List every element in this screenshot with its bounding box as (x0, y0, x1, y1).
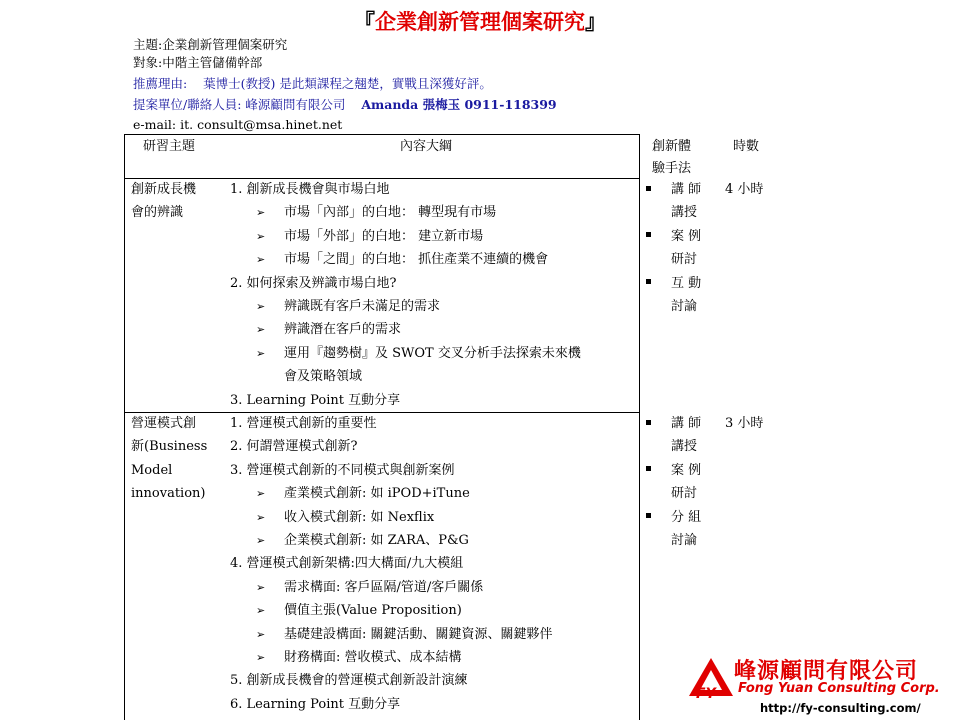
outline-text: 會及策略領域 (284, 369, 363, 385)
outline-text: 2. 何謂營運模式創新? (230, 439, 358, 455)
row1-hours: 4 小時 (725, 182, 764, 197)
row2-topic (131, 412, 207, 506)
method-item (640, 248, 701, 271)
method-item (640, 482, 701, 505)
square-bullet-icon (646, 420, 651, 425)
outline-subitem (230, 646, 553, 669)
outline-subitem (230, 295, 581, 318)
outline-continuation (230, 365, 581, 388)
header-topic: 研習主題 (143, 139, 196, 154)
row2-hours: 3 小時 (725, 416, 764, 431)
method-text: 講授 (671, 205, 698, 221)
row2-topic-line: 營運模式創 (131, 416, 197, 431)
arrow-bullet-icon: ➢ (256, 487, 266, 501)
arrow-bullet-icon: ➢ (256, 346, 266, 360)
outline-text: 企業模式創新: 如 ZARA、P&G (284, 532, 469, 548)
outline-text: 5. 創新成長機會的營運模式創新設計演練 (230, 673, 468, 689)
row2-methods (640, 412, 701, 552)
method-text: 案 例 (671, 462, 702, 478)
outline-subitem (230, 225, 581, 248)
method-item (640, 272, 701, 295)
outline-subitem (230, 201, 581, 224)
method-text: 研討 (671, 252, 698, 268)
info-audience: 對象:中階主管儲備幹部 (133, 55, 263, 70)
outline-text: 辨識既有客戶未滿足的需求 (284, 298, 441, 314)
method-text: 案 例 (671, 228, 702, 244)
square-bullet-icon (646, 232, 651, 237)
method-text: 講 師 (671, 182, 702, 197)
arrow-bullet-icon: ➢ (256, 580, 266, 594)
row2-topic-line: Model (131, 462, 173, 478)
method-text: 討論 (671, 298, 698, 314)
method-item (640, 506, 701, 529)
method-text: 分 組 (671, 509, 702, 525)
outline-subitem (230, 482, 553, 505)
header-method (652, 136, 691, 180)
arrow-bullet-icon: ➢ (256, 627, 266, 641)
info-reason (133, 75, 492, 93)
table-top-border (124, 134, 640, 135)
table-left-border (124, 134, 125, 720)
arrow-bullet-icon: ➢ (256, 650, 266, 664)
title-close-bracket: 』 (585, 9, 606, 34)
outline-text: 收入模式創新: 如 Nexflix (284, 509, 435, 525)
header-method-line1: 創新體 (652, 139, 692, 154)
square-bullet-icon (646, 186, 651, 191)
square-bullet-icon (646, 279, 651, 284)
method-text: 講 師 (671, 416, 702, 431)
outline-subitem (230, 623, 553, 646)
outline-text: 產業模式創新: 如 iPOD+iTune (284, 486, 470, 502)
outline-text: 需求構面: 客戶區隔/管道/客戶關係 (284, 579, 484, 595)
square-bullet-icon (646, 466, 651, 471)
outline-subitem (230, 529, 553, 552)
outline-item (230, 178, 581, 201)
method-item (640, 178, 701, 201)
outline-text: 1. 營運模式創新的重要性 (230, 416, 377, 431)
method-text: 互 動 (671, 275, 702, 291)
outline-text: 6. Learning Point 互動分享 (230, 696, 401, 712)
outline-text: 3. 營運模式創新的不同模式與創新案例 (230, 462, 455, 478)
arrow-bullet-icon: ➢ (256, 533, 266, 547)
header-outline: 內容大綱 (400, 139, 453, 154)
row1-methods (640, 178, 701, 318)
row1-topic-line: 會的辨識 (131, 205, 184, 221)
outline-text: 市場「之間」的白地： 抓住產業不連續的機會 (284, 252, 549, 268)
outline-subitem (230, 248, 581, 271)
info-email[interactable]: e-mail: it. consult@msa.hinet.net (133, 117, 343, 132)
title-open-bracket: 『 (354, 9, 375, 34)
outline-text: 2. 如何探索及辨識市場白地? (230, 275, 397, 291)
outline-text: 財務構面: 營收模式、成本結構 (284, 649, 462, 665)
outline-text: 辨識潛在客戶的需求 (284, 322, 402, 338)
method-item (640, 459, 701, 482)
method-item (640, 412, 701, 435)
outline-text: 價值主張(Value Proposition) (284, 603, 462, 619)
row2-outline (230, 412, 553, 716)
reason-label: 推薦理由: (133, 76, 188, 91)
outline-text: 4. 營運模式創新架構:四大構面/九大模組 (230, 556, 464, 572)
method-item (640, 529, 701, 552)
outline-item (230, 693, 553, 716)
method-text: 討論 (671, 532, 698, 548)
outline-subitem (230, 506, 553, 529)
info-topic: 主題:企業創新管理個案研究 (133, 37, 288, 52)
outline-text: 市場「外部」的白地： 建立新市場 (284, 228, 484, 244)
row2-topic-line: innovation) (131, 486, 206, 502)
logo-name-en: Fong Yuan Consulting Corp. (738, 681, 940, 696)
row1-topic (131, 178, 196, 225)
outline-subitem (230, 599, 553, 622)
method-item (640, 435, 701, 458)
outline-item (230, 669, 553, 692)
contact-name: Amanda 張梅玉 0911-118399 (361, 97, 557, 112)
arrow-bullet-icon: ➢ (256, 604, 266, 618)
contact-label: 提案單位/聯絡人員: 峰源顧問有限公司 (133, 97, 346, 112)
arrow-bullet-icon: ➢ (256, 229, 266, 243)
method-item (640, 225, 701, 248)
arrow-bullet-icon: ➢ (256, 510, 266, 524)
logo-url[interactable]: http://fy-consulting.com/ (760, 701, 921, 715)
outline-text: 運用『趨勢樹』及 SWOT 交叉分析手法探索未來機 (284, 345, 581, 361)
outline-text: 市場「內部」的白地： 轉型現有市場 (284, 205, 497, 221)
mountain-logo-icon (688, 656, 734, 700)
outline-item (230, 272, 581, 295)
outline-item (230, 389, 581, 412)
info-contact (133, 96, 557, 114)
outline-text: 基礎建設構面: 關鍵活動、關鍵資源、關鍵夥伴 (284, 626, 553, 642)
header-hours: 時數 (733, 139, 760, 154)
company-logo (688, 654, 960, 720)
arrow-bullet-icon: ➢ (256, 253, 266, 267)
title-text: 企業創新管理個案研究 (375, 9, 585, 34)
arrow-bullet-icon: ➢ (256, 299, 266, 313)
row2-topic-line: 新(Business (131, 439, 208, 455)
reason-text: 葉博士(教授) 是此類課程之翹楚，實戰且深獲好評。 (203, 76, 492, 91)
logo-name-cn: 峰源顧問有限公司 (734, 659, 919, 684)
page-title (0, 6, 960, 36)
svg-text:FY: FY (696, 686, 716, 700)
row1-topic-line: 創新成長機 (131, 182, 197, 197)
outline-item (230, 552, 553, 575)
method-item (640, 201, 701, 224)
header-method-line2: 驗手法 (652, 161, 692, 176)
method-item (640, 295, 701, 318)
outline-item (230, 412, 553, 435)
outline-subitem (230, 318, 581, 341)
row1-outline (230, 178, 581, 412)
outline-item (230, 459, 553, 482)
method-text: 研討 (671, 486, 698, 502)
arrow-bullet-icon: ➢ (256, 323, 266, 337)
outline-subitem (230, 576, 553, 599)
square-bullet-icon (646, 513, 651, 518)
outline-subitem (230, 342, 581, 365)
method-text: 講授 (671, 439, 698, 455)
outline-item (230, 435, 553, 458)
outline-text: 1. 創新成長機會與市場白地 (230, 182, 390, 197)
outline-text: 3. Learning Point 互動分享 (230, 392, 401, 408)
arrow-bullet-icon: ➢ (256, 206, 266, 220)
